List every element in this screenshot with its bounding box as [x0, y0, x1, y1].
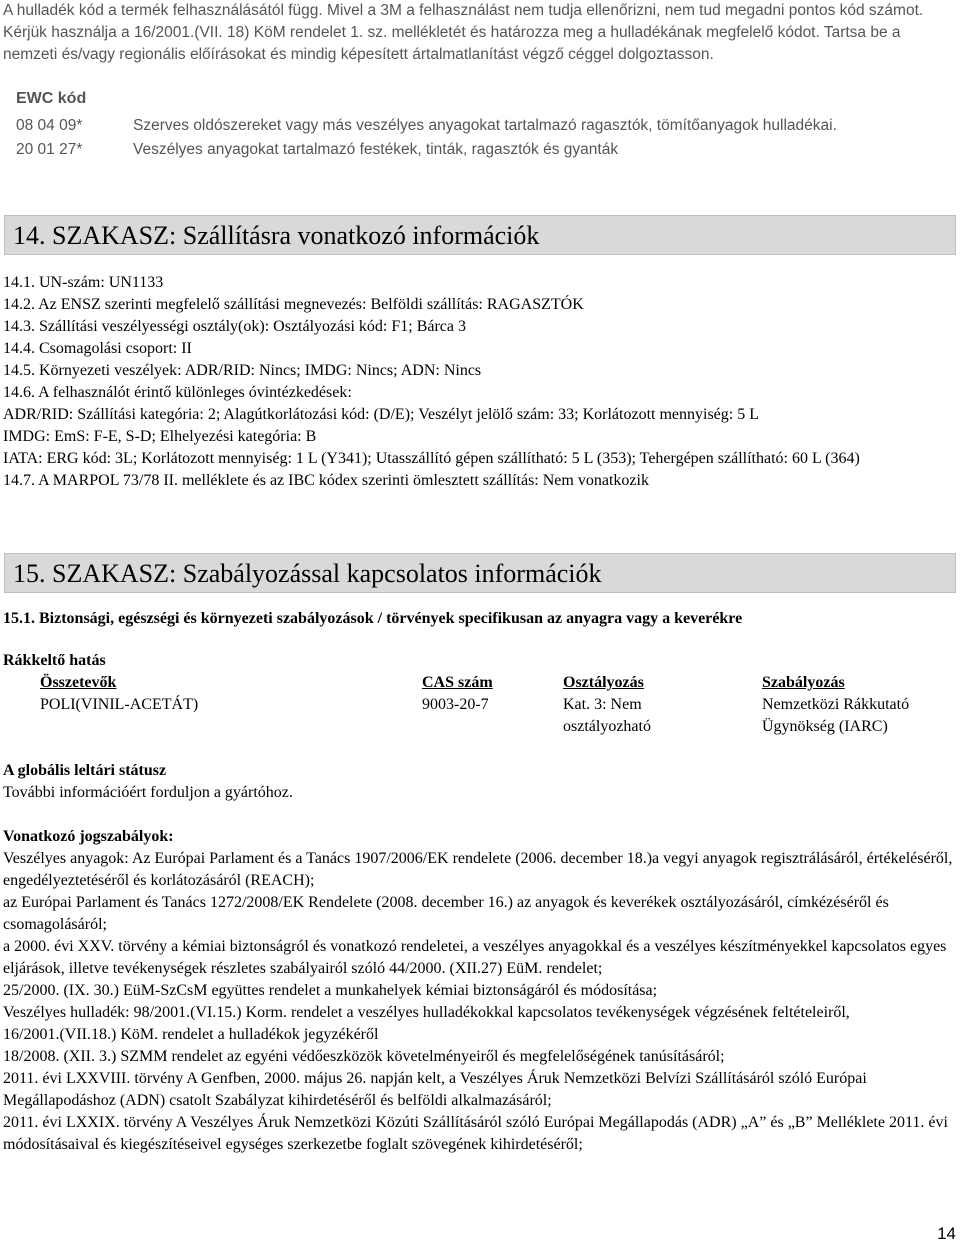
section-14-title: 14. SZAKASZ: Szállításra vonatkozó információk: [13, 221, 540, 250]
ewc-description: Szerves oldószereket vagy más veszélyes anyagokat tartalmazó ragasztók, tömítőanyagok hulladékai.: [133, 117, 837, 134]
ewc-block: [16, 88, 946, 162]
legal-line: 2011. évi LXXIX. törvény A Veszélyes Áruk Nemzetközi Közúti Szállításáról szóló Európai Megállapodás (ADR) „A” és „B” Melléklete 2011. évi módosításaival és kiegészítéseivel egységes szerkezetbe foglalt szövegének kihirdetéséről;: [3, 1114, 948, 1153]
legal-line: 2011. évi LXXVIII. törvény A Genfben, 2000. május 26. napján kelt, a Veszélyes Áruk Nemzetközi Belvízi Szállításáról szóló Európai Megállapodáshoz (ADN) csatolt Szabályzat kihirdetéséről és belföldi alkalmazásáról;: [3, 1070, 867, 1109]
transport-line: 14.2. Az ENSZ szerinti megfelelő szállítási megnevezés: Belföldi szállítás: RAGASZTÓK: [3, 296, 584, 313]
section-15-title: 15. SZAKASZ: Szabályozással kapcsolatos információk: [13, 559, 602, 588]
col-header-classification: Osztályozás: [563, 674, 644, 691]
transport-line: ADR/RID: Szállítási kategória: 2; Alagútkorlátozási kód: (D/E); Veszélyt jelölő szám: 33; Korlátozott mennyiség: 5 L: [3, 406, 759, 423]
section-15-subheading: 15.1. Biztonsági, egészségi és környezeti szabályozások / törvények specifikusan az anyagra vagy a keverékre: [3, 610, 743, 627]
waste-code-paragraph: A hulladék kód a termék felhasználásától függ. Mivel a 3M a felhasználást nem tudja ellenőrizni, nem tud megadni pontos kód számot. Kérjük használja a 16/2001.(VII. 18) KöM rendelet 1. sz. mellékletét és határozza meg a hulladékának megfelelő kódot. Tartsa be a nemzeti és/vagy regionális előírásokat és mindig képesített ártalmatlanítást végző céggel dolgoztasson.: [3, 2, 924, 63]
legal-line: a 2000. évi XXV. törvény a kémiai biztonságról és vonatkozó rendeletei, a veszélyes anyagokkal és a veszélyes készítményekkel kapcsolatos egyes eljárások, illetve tevékenységek részletes szabályairól szóló 44/2000. (XII.27) EüM. rendelet;: [3, 938, 947, 977]
page-number: 14: [937, 1224, 956, 1243]
cell-classification: Kat. 3: Nem: [563, 696, 642, 713]
transport-line: 14.3. Szállítási veszélyességi osztály(ok): Osztályozási kód: F1; Bárca 3: [3, 318, 466, 335]
section-15-body: [3, 608, 953, 1156]
legal-line: Veszélyes anyagok: Az Európai Parlament és a Tanács 1907/2006/EK rendelete (2006. december 18.)a vegyi anyagok regisztrálásáról, értékeléséről, engedélyeztetéséről és korlátozásáról (REACH);: [3, 850, 953, 889]
legal-title: Vonatkozó jogszabályok:: [3, 828, 174, 845]
legal-line: 25/2000. (IX. 30.) EüM-SzCsM együttes rendelet a munkahelyek kémiai biztonságáról és módosítása;: [3, 982, 658, 999]
section-15-header: [4, 553, 956, 593]
legal-line: 16/2001.(VII.18.) KöM. rendelet a hulladékok jegyzékéről: [3, 1026, 379, 1043]
transport-line: 14.7. A MARPOL 73/78 II. melléklete és az IBC kódex szerinti ömlesztett szállítás: Nem vonatkozik: [3, 472, 649, 489]
cell-regulation: Nemzetközi Rákkutató: [762, 696, 910, 713]
col-header-components: Összetevők: [40, 674, 117, 691]
ewc-description: Veszélyes anyagokat tartalmazó festékek, tinták, ragasztók és gyanták: [133, 141, 619, 158]
legal-line: Veszélyes hulladék: 98/2001.(VI.15.) Korm. rendelet a veszélyes hulladékokkal kapcsolatos tevékenységek végzésének feltételeiről,: [3, 1004, 850, 1021]
col-header-cas: CAS szám: [422, 674, 493, 691]
legal-line: az Európai Parlament és Tanács 1272/2008/EK Rendelete (2008. december 16.) az anyagok és keverékek osztályozásáról, címkézéséről és csomagolásáról;: [3, 894, 889, 933]
cell-classification-cont: osztályozható: [563, 718, 651, 735]
transport-line: 14.4. Csomagolási csoport: II: [3, 340, 192, 357]
ewc-title: EWC kód: [16, 90, 87, 107]
ewc-row: [16, 138, 946, 162]
ewc-code: 08 04 09*: [16, 117, 83, 134]
ewc-row: [16, 114, 946, 138]
transport-line: 14.1. UN-szám: UN1133: [3, 274, 164, 291]
inventory-title: A globális leltári státusz: [3, 762, 167, 779]
ewc-code: 20 01 27*: [16, 141, 83, 158]
section-14-header: [4, 215, 956, 255]
transport-line: 14.5. Környezeti veszélyek: ADR/RID: Nincs; IMDG: Nincs; ADN: Nincs: [3, 362, 482, 379]
cell-regulation-cont: Ügynökség (IARC): [762, 718, 888, 735]
carcinogen-title: Rákkeltő hatás: [3, 652, 106, 669]
carcinogen-table: [3, 672, 953, 738]
cell-cas: 9003-20-7: [422, 696, 489, 713]
transport-line: IMDG: EmS: F-E, S-D; Elhelyezési kategória: B: [3, 428, 317, 445]
transport-line: 14.6. A felhasználót érintő különleges óvintézkedések:: [3, 384, 352, 401]
col-header-regulation: Szabályozás: [762, 674, 845, 691]
cell-component: POLI(VINIL-ACETÁT): [40, 696, 199, 713]
transport-line: IATA: ERG kód: 3L; Korlátozott mennyiség: 1 L (Y341); Utasszállító gépen szállítható: 5 L (353); Tehergépen szállítható: 60 L (364): [3, 450, 860, 467]
legal-line: 18/2008. (XII. 3.) SZMM rendelet az egyéni védőeszközök követelményeiről és megfelelőségének tanúsításáról;: [3, 1048, 725, 1065]
section-14-body: [3, 272, 953, 492]
inventory-text: További információért forduljon a gyártóhoz.: [3, 784, 293, 801]
